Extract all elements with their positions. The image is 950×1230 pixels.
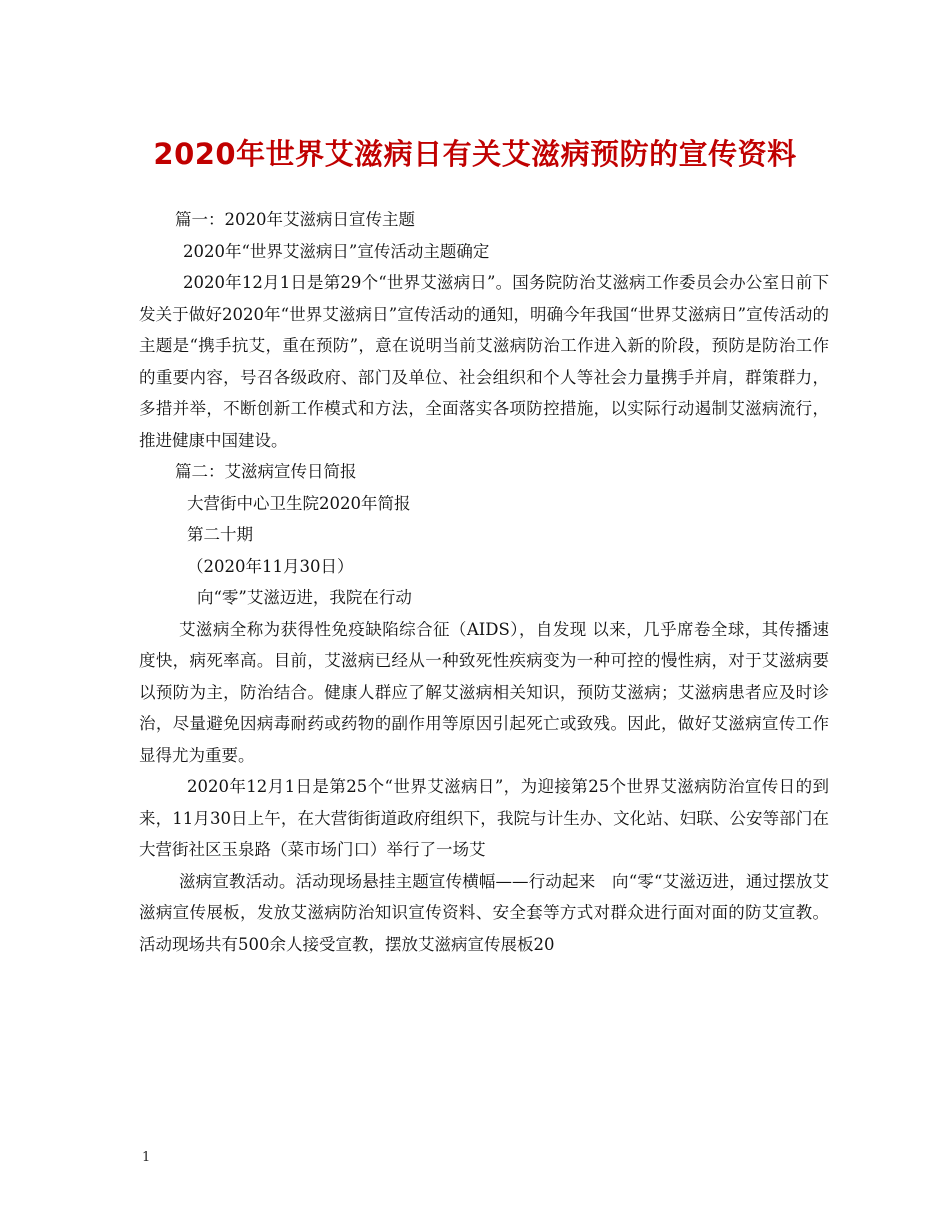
paragraph-event-details: 滋病宣教活动。活动现场悬挂主题宣传横幅——行动起来 向“零“艾滋迈进，通过摆放艾滋病宣传展板，发放艾滋病防治知识宣传资料、安全套等方式对群众进行面对面的防艾宣教。活动现场共有500余人接受宣教，摆放艾滋病宣传展板20	[139, 871, 829, 954]
document-body	[139, 204, 829, 960]
paragraph-theme-announcement: 2020年12月1日是第29个“世界艾滋病日”。国务院防治艾滋病工作委员会办公室日前下发关于做好2020年“世界艾滋病日”宣传活动的通知，明确今年我国“世界艾滋病日”宣传活动的主题是“携手抗艾，重在预防”，意在说明当前艾滋病防治工作进入新的阶段，预防是防治工作的重要内容，号召各级政府、部门及单位、社会组织和个人等社会力量携手并肩，群策群力，多措并举，不断创新工作模式和方法，全面落实各项防控措施，以实际行动遏制艾滋病流行，推进健康中国建设。	[139, 273, 829, 450]
document-title: 2020年世界艾滋病日有关艾滋病预防的宣传资料	[153, 137, 797, 171]
section-heading-2: 篇二：艾滋病宣传日简报	[175, 462, 357, 481]
paragraph-event-description: 2020年12月1日是第25个“世界艾滋病日”，为迎接第25个世界艾滋病防治宣传日的到来，11月30日上午，在大营街街道政府组织下，我院与计生办、文化站、妇联、公安等部门在大营街社区玉泉路（菜市场门口）举行了一场艾	[139, 777, 829, 859]
section-heading-1: 篇一：2020年艾滋病日宣传主题	[175, 210, 415, 229]
bulletin-issuer: 大营街中心卫生院2020年简报	[187, 493, 411, 513]
paragraph-aids-intro: 艾滋病全称为获得性免疫缺陷综合征（AIDS），自发现 以来，几乎席卷全球，其传播速度快，病死率高。目前，艾滋病已经从一种致死性疾病变为一种可控的慢性病，对于艾滋病要以预防为主，防治结合。健康人群应了解艾滋病相关知识，预防艾滋病；艾滋病患者应及时诊治，尽量避免因病毒耐药或药物的副作用等原因引起死亡或致残。因此，做好艾滋病宣传工作显得尤为重要。	[139, 619, 829, 765]
subheading-theme: 2020年“世界艾滋病日”宣传活动主题确定	[183, 241, 490, 261]
page-number: 1	[142, 1150, 151, 1165]
bulletin-issue-number: 第二十期	[187, 525, 253, 544]
bulletin-headline: 向“零”艾滋迈进，我院在行动	[197, 588, 412, 607]
bulletin-date: （2020年11月30日）	[187, 556, 354, 576]
